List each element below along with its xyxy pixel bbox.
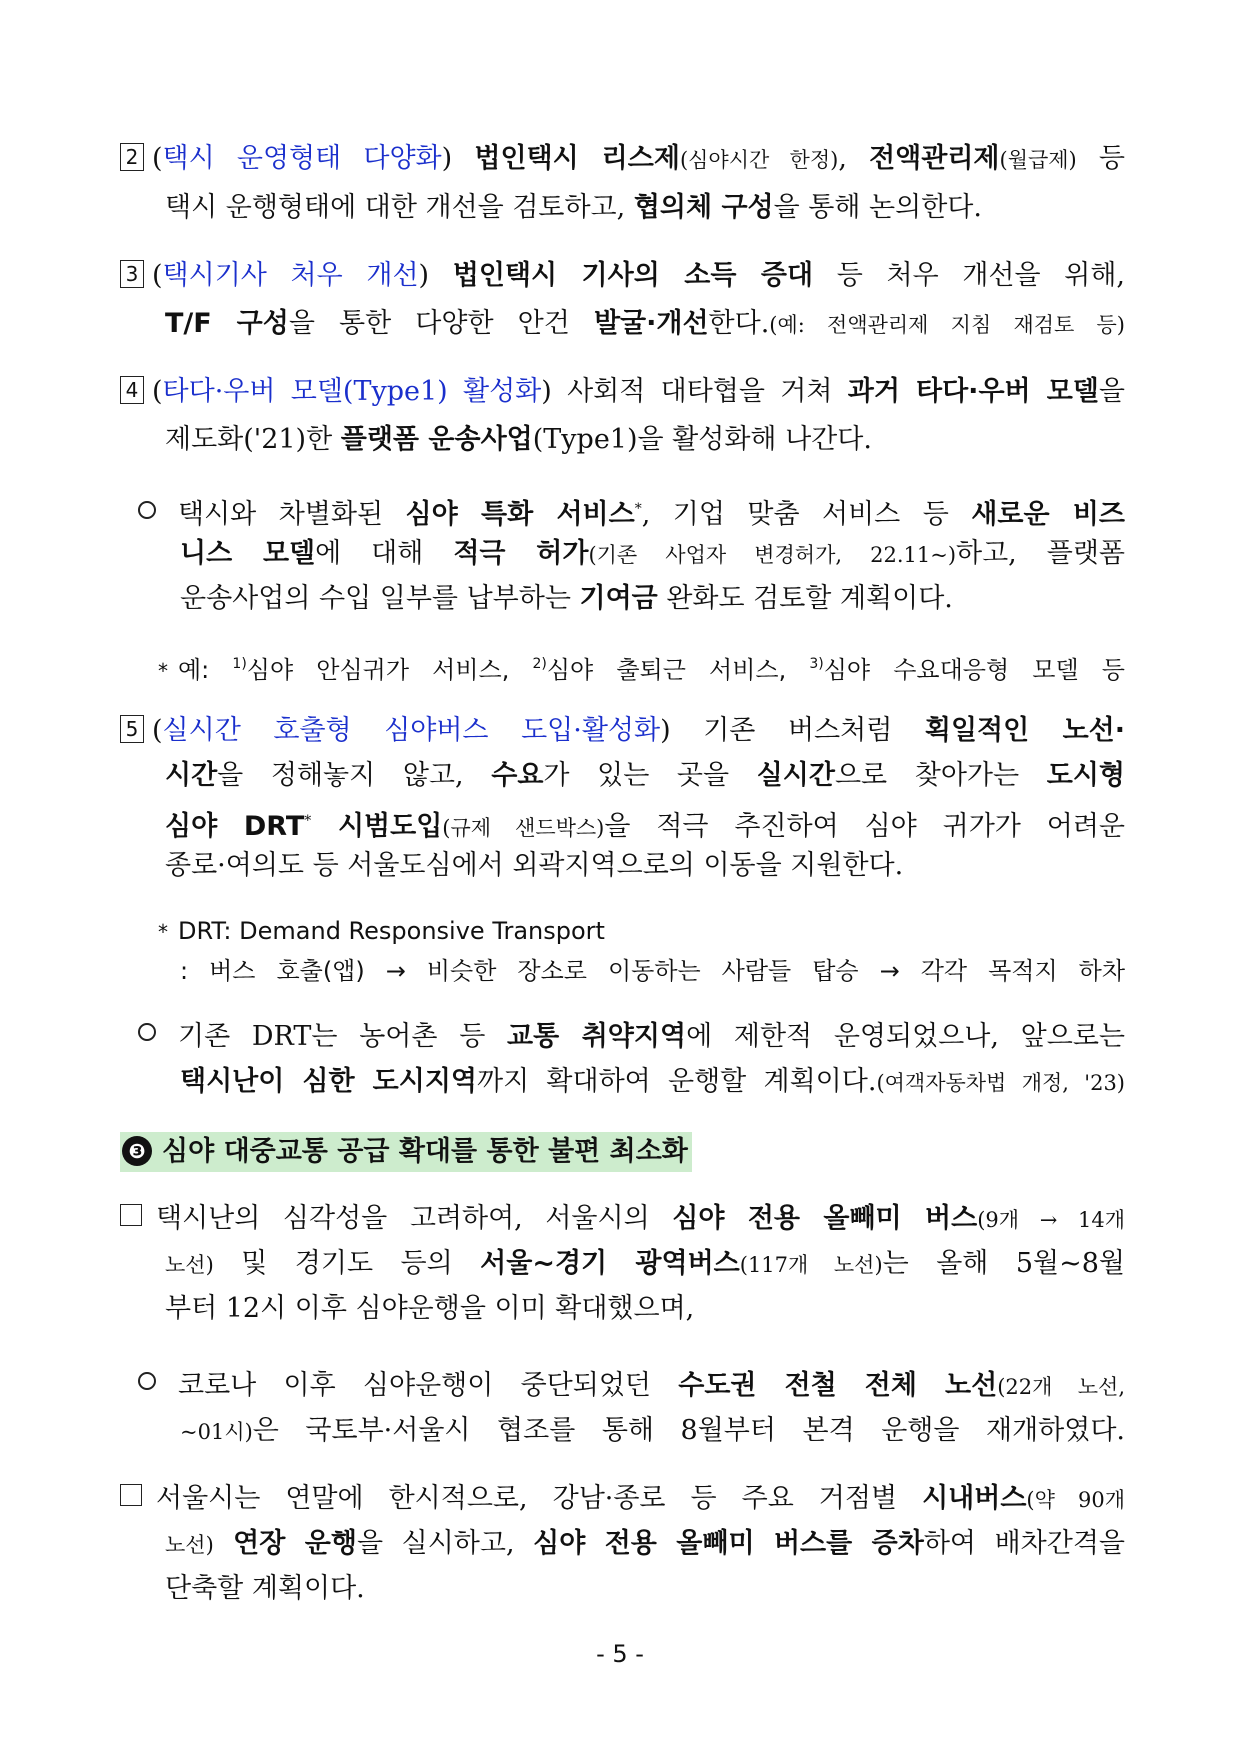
item-title: 택시기사 처우 개선 [162, 260, 419, 291]
section-heading [120, 1132, 692, 1172]
item-4-line-2: 제도화('21)한 플랫폼 운송사업(Type1)을 활성화해 나간다. [165, 424, 872, 455]
sub-4-line-1: 택시와 차별화된 심야 특화 서비스*, 기업 맞춤 서비스 등 새로운 비즈 [138, 490, 1125, 534]
para-2-line-1: 서울시는 연말에 한시적으로, 강남·종로 등 주요 거점별 시내버스(약 90개 [120, 1480, 1125, 1519]
item-5-footnote-2: : 버스 호출(앱) → 비슷한 장소로 이동하는 사람들 탑승 → 각각 목적지 하차 [180, 957, 1125, 985]
item-title: 실시간 호출형 심야버스 도입·활성화 [162, 715, 661, 746]
item-2-line-1: 2 (택시 운영형태 다양화) 법인택시 리스제(심야시간 한정), 전액관리제(월급제) 등 [120, 140, 1125, 179]
item-number-box: 2 [120, 143, 144, 171]
bullet-circle-icon [138, 1372, 156, 1390]
checkbox-square-icon [120, 1204, 142, 1226]
item-5-line-3: 심야 DRT* 시범도입(규제 샌드박스)을 적극 추진하여 심야 귀가가 어려운 [165, 811, 1125, 842]
item-3-line-2: T/F 구성을 통한 다양한 안건 발굴·개선한다.(예: 전액관리제 지침 재검토 등) [165, 308, 1125, 339]
sub-4-line-3: 운송사업의 수입 일부를 납부하는 기여금 완화도 검토할 계획이다. [180, 583, 953, 614]
item-title: 타다·우버 모델(Type1) 활성화 [162, 376, 542, 407]
sub-5-line-1: 기존 DRT는 농어촌 등 교통 취약지역에 제한적 운영되었으나, 앞으로는 [138, 1018, 1125, 1056]
item-5-line-2: 시간을 정해놓지 않고, 수요가 있는 곳을 실시간으로 찾아가는 도시형 [165, 760, 1125, 791]
para-1-line-2: 노선) 및 경기도 등의 서울~경기 광역버스(117개 노선)는 올해 5월~8월 [165, 1248, 1125, 1279]
sub-4-line-2: 니스 모델에 대해 적극 허가(기존 사업자 변경허가, 22.11~)하고, 플랫폼 [180, 538, 1125, 569]
item-number-box: 5 [120, 715, 144, 743]
para-1-line-3: 부터 12시 이후 심야운행을 이미 확대했으며, [165, 1293, 695, 1324]
item-4-line-1: 4 (타다·우버 모델(Type1) 활성화) 사회적 대타협을 거쳐 과거 타다·우버 모델을 [120, 373, 1125, 411]
section-title: 심야 대중교통 공급 확대를 통한 불편 최소화 [162, 1136, 688, 1167]
checkbox-square-icon [120, 1484, 142, 1506]
bullet-circle-icon [138, 1023, 156, 1041]
item-title: 택시 운영형태 다양화 [162, 143, 442, 174]
sub-6-line-2: ~01시)은 국토부·서울시 협조를 통해 8월부터 본격 운행을 재개하였다. [180, 1415, 1125, 1446]
item-5-line-1: 5 (실시간 호출형 심야버스 도입·활성화) 기존 버스처럼 획일적인 노선· [120, 712, 1125, 750]
bullet-circle-icon [138, 501, 156, 519]
sub-6-line-1: 코로나 이후 심야운행이 중단되었던 수도권 전철 전체 노선(22개 노선, [138, 1367, 1125, 1406]
item-number-box: 3 [120, 260, 144, 288]
para-1-line-1: 택시난의 심각성을 고려하여, 서울시의 심야 전용 올빼미 버스(9개 → 14개 [120, 1200, 1125, 1239]
para-2-line-2: 노선) 연장 운행을 실시하고, 심야 전용 올빼미 버스를 증차하여 배차간격을 [165, 1528, 1125, 1559]
para-2-line-3: 단축할 계획이다. [165, 1573, 365, 1604]
item-number-box: 4 [120, 376, 144, 404]
item-5-footnote-1: * DRT: Demand Responsive Transport [158, 917, 605, 945]
item-5-line-4: 종로·여의도 등 서울도심에서 외곽지역으로의 이동을 지원한다. [165, 850, 904, 881]
sub-5-line-2: 택시난이 심한 도시지역까지 확대하여 운행할 계획이다.(여객자동차법 개정, '23) [180, 1066, 1125, 1097]
page-number: - 5 - [596, 1640, 644, 1668]
sub-4-footnote: * 예: $^{1)}$심야 안심귀가 서비스, $^{2)}$심야 출퇴근 서비스, $^{3)}$심야 수요대응형 모델 등 [158, 656, 1125, 684]
section-number: ❸ [122, 1136, 152, 1166]
item-3-line-1: 3 (택시기사 처우 개선) 법인택시 기사의 소득 증대 등 처우 개선을 위해, [120, 257, 1125, 295]
item-2-line-2: 택시 운행형태에 대한 개선을 검토하고, 협의체 구성을 통해 논의한다. [165, 192, 982, 223]
